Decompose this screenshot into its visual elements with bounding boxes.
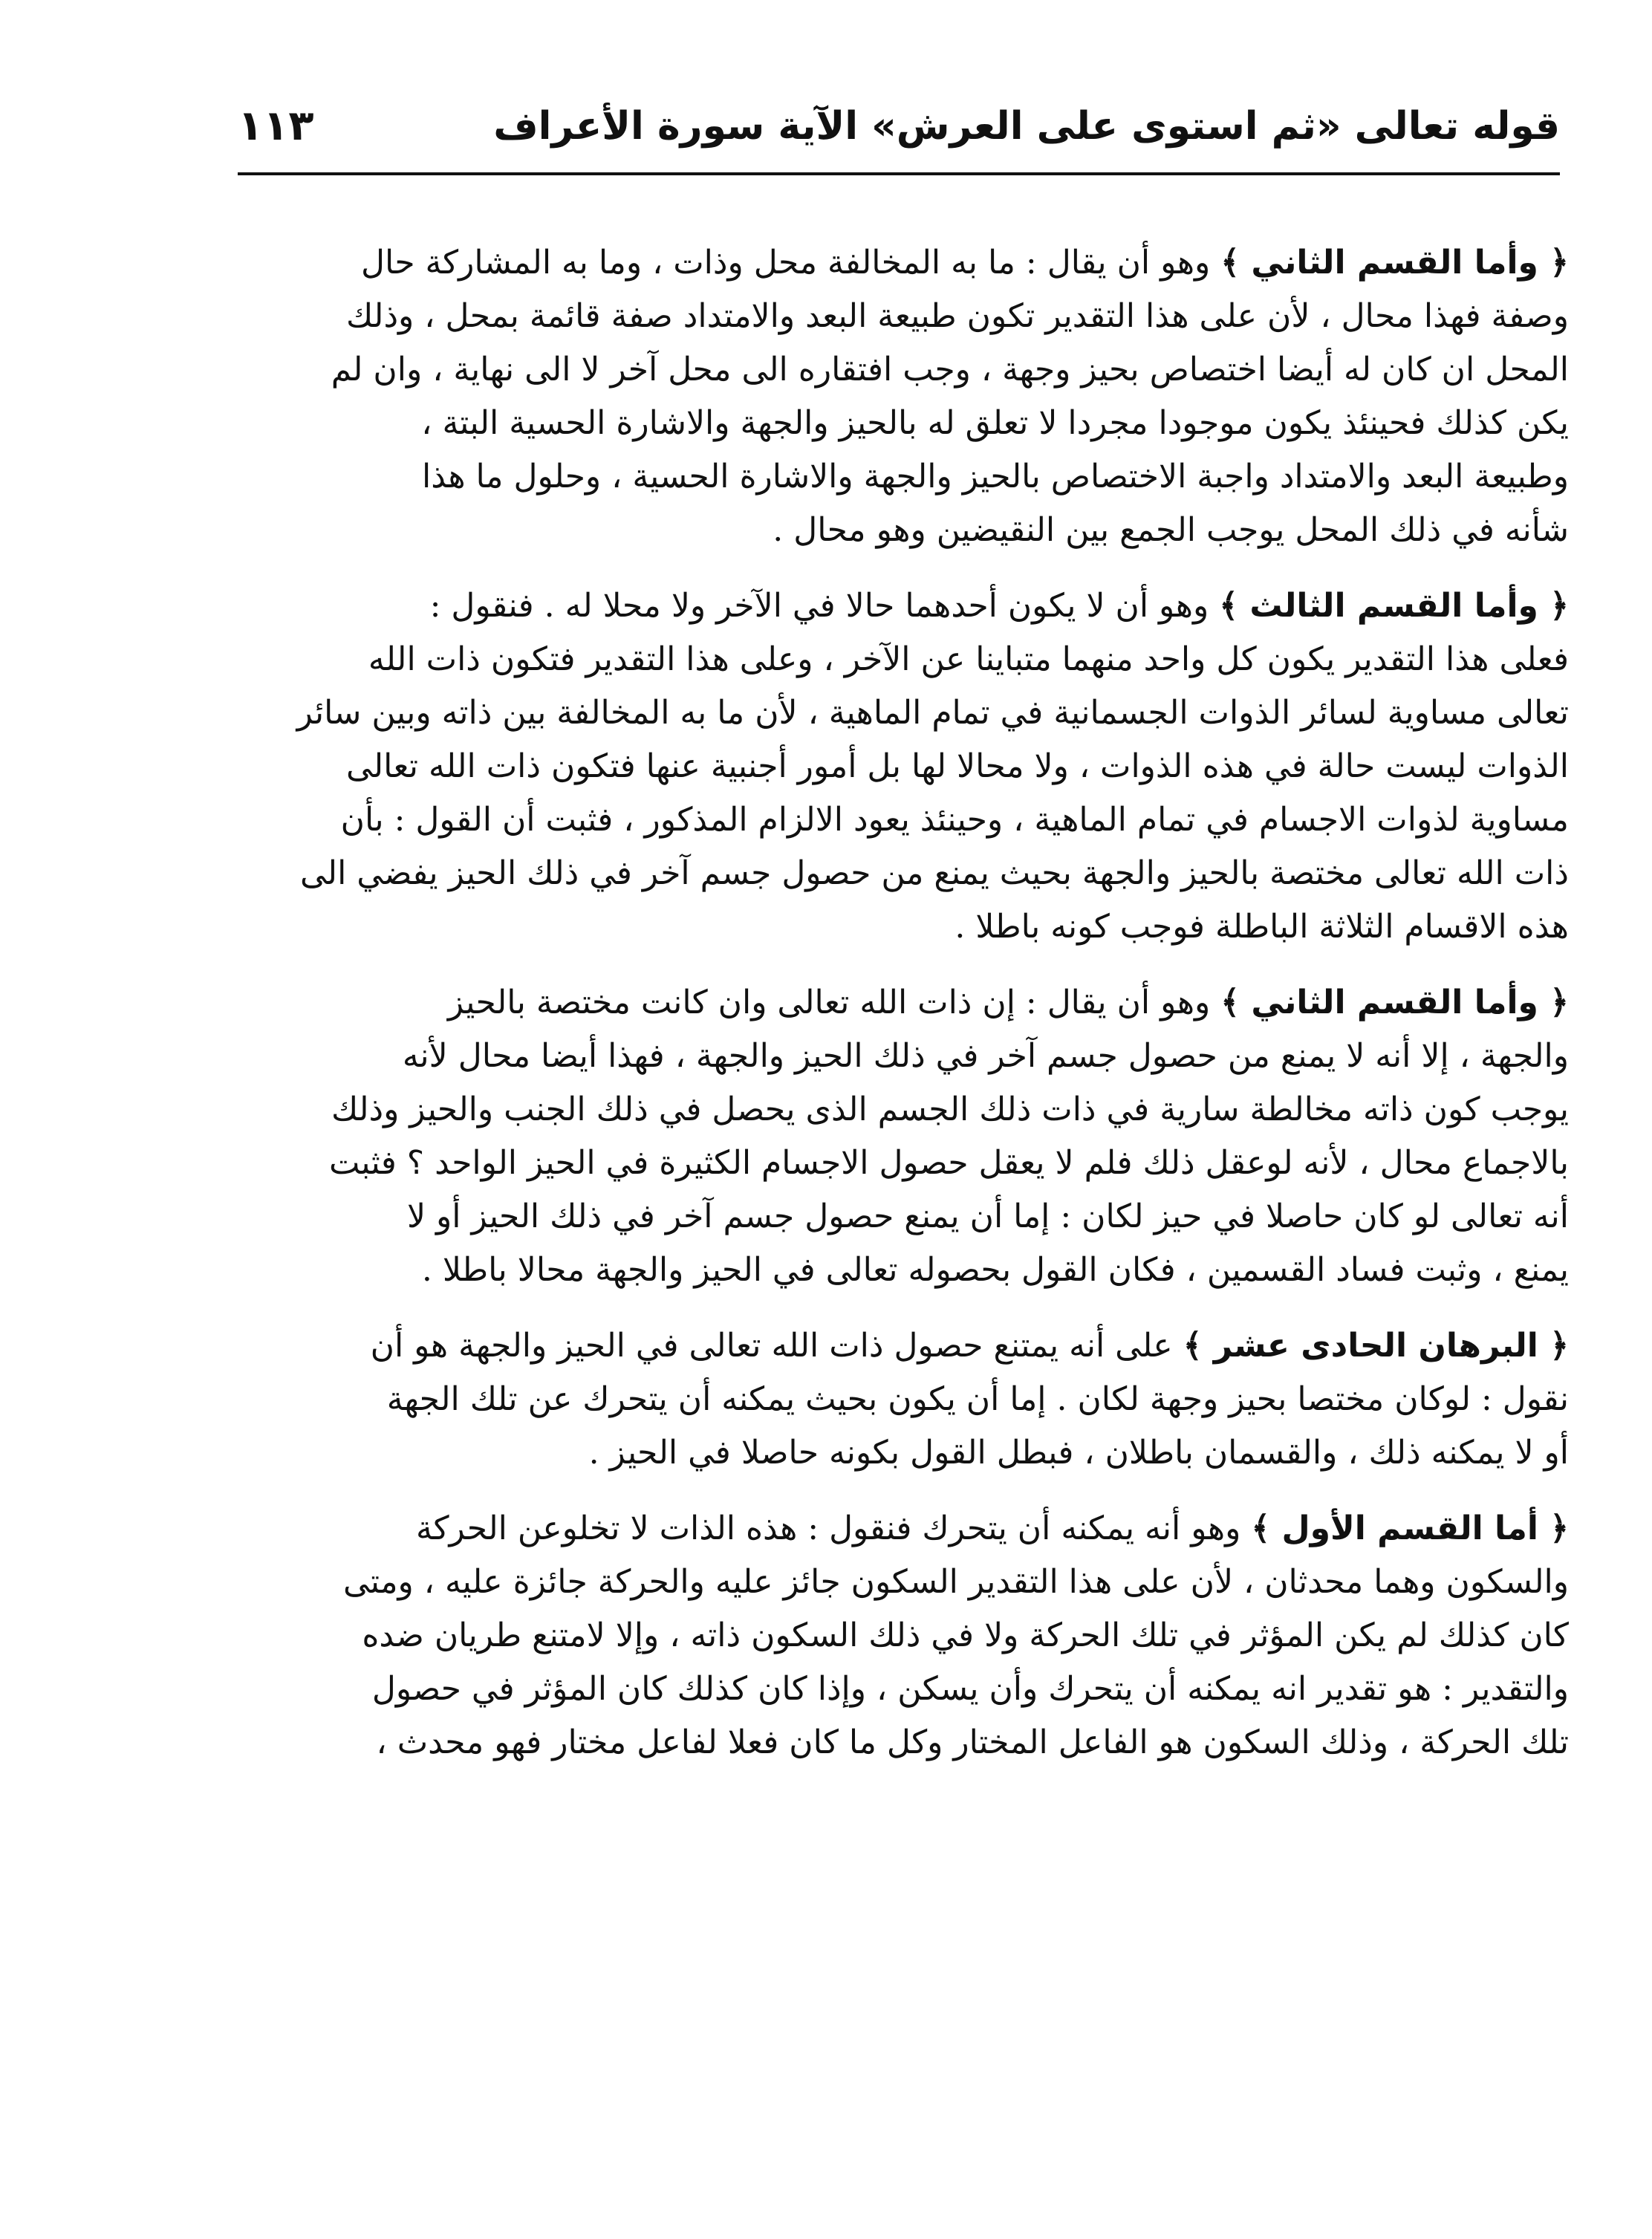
section-heading: ﴿ وأما القسم الثاني ﴾: [1220, 984, 1569, 1021]
paragraph-line: شأنه في ذلك المحل يوجب الجمع بين النقيضين وهو محال .: [773, 511, 1569, 549]
section-heading: ﴿ وأما القسم الثاني ﴾: [1220, 244, 1569, 282]
paragraph-line: مساوية لذوات الاجسام في تمام الماهية ، وحينئذ يعود الالزام المذكور ، فثبت أن القول : بأن: [340, 801, 1569, 839]
header-rule: [238, 172, 1560, 175]
section-heading: ﴿ أما القسم الأول ﴾: [1251, 1510, 1569, 1547]
section-heading: ﴿ البرهان الحادى عشر ﴾: [1183, 1327, 1569, 1365]
paragraph-line: وطبيعة البعد والامتداد واجبة الاختصاص بالحيز والجهة والاشارة الحسية ، وحلول ما هذا: [422, 458, 1569, 495]
paragraph-line: أنه تعالى لو كان حاصلا في حيز لكان : إما أن يمنع حصول جسم آخر في ذلك الحيز أو لا: [406, 1198, 1569, 1235]
page-header: [238, 89, 1560, 171]
paragraph-line: الذوات ليست حالة في هذه الذوات ، ولا محالا لها بل أمور أجنبية عنها فتكون ذات الله تعالى: [346, 747, 1569, 785]
paragraph-line: هذه الاقسام الثلاثة الباطلة فوجب كونه باطلا .: [955, 908, 1569, 946]
paragraph-line: [214, 1319, 1569, 1373]
paragraph-line: والجهة ، إلا أنه لا يمنع من حصول جسم آخر في ذلك الحيز والجهة ، فهذا أيضا محال لأنه: [402, 1037, 1569, 1075]
paragraph-3: [214, 976, 1569, 1297]
paragraph-line: تلك الحركة ، وذلك السكون هو الفاعل المختار وكل ما كان فعلا لفاعل مختار فهو محدث ،: [376, 1723, 1569, 1761]
paragraph-line: يوجب كون ذاته مخالطة سارية في ذات ذلك الجسم الذى يحصل في ذلك الجنب والحيز وذلك: [331, 1091, 1569, 1128]
paragraph-5: [214, 1502, 1569, 1770]
paragraph-line: نقول : لوكان مختصا بحيز وجهة لكان . إما أن يكون بحيث يمكنه أن يتحرك عن تلك الجهة: [386, 1380, 1569, 1418]
paragraph-line: أو لا يمكنه ذلك ، والقسمان باطلان ، فبطل القول بكونه حاصلا في الحيز .: [588, 1434, 1569, 1472]
paragraph-line: يمنع ، وثبت فساد القسمين ، فكان القول بحصوله تعالى في الحيز والجهة محالا باطلا .: [421, 1251, 1569, 1289]
running-title: قوله تعالى «ثم استوى على العرش» الآية سورة الأعراف: [493, 104, 1560, 149]
section-heading: ﴿ وأما القسم الثالث ﴾: [1219, 587, 1569, 625]
page-number: ١١٣: [238, 102, 314, 150]
paragraph-1: [214, 236, 1569, 557]
paragraph-line: كان كذلك لم يكن المؤثر في تلك الحركة ولا في ذلك السكون ذاته ، وإلا لامتنع طريان ضده: [362, 1616, 1569, 1654]
paragraph-line: [214, 579, 1569, 633]
paragraph-2: [214, 579, 1569, 954]
paragraph-line: المحل ان كان له أيضا اختصاص بحيز وجهة ، وجب افتقاره الى محل آخر لا الى نهاية ، وان لم: [331, 351, 1569, 389]
paragraph-line: والسكون وهما محدثان ، لأن على هذا التقدير السكون جائز عليه والحركة جائزة عليه ، ومتى: [343, 1563, 1569, 1601]
line-text: وهو أن يقال : ما به المخالفة محل وذات ، وما به المشاركة حال: [360, 244, 1211, 282]
line-text: وهو أن لا يكون أحدهما حالا في الآخر ولا محلا له . فنقول :: [429, 587, 1209, 625]
line-text: وهو أن يقال : إن ذات الله تعالى وان كانت مختصة بالحيز: [447, 984, 1211, 1021]
paragraph-line: يكن كذلك فحينئذ يكون موجودا مجردا لا تعلق له بالحيز والجهة والاشارة الحسية البتة ،: [421, 404, 1569, 442]
paragraph-4: [214, 1319, 1569, 1480]
line-text: وهو أنه يمكنه أن يتحرك فنقول : هذه الذات لا تخلوعن الحركة: [415, 1510, 1241, 1547]
paragraph-line: فعلى هذا التقدير يكون كل واحد منهما متباينا عن الآخر ، وعلى هذا التقدير فتكون ذات الله: [368, 640, 1569, 678]
paragraph-line: تعالى مساوية لسائر الذوات الجسمانية في تمام الماهية ، لأن ما به المخالفة بين ذاته وبين سائر: [296, 694, 1569, 732]
paragraph-line: بالاجماع محال ، لأنه لوعقل ذلك فلم لا يعقل حصول الاجسام الكثيرة في الحيز الواحد ؟ فثبت: [329, 1144, 1569, 1182]
paragraph-line: [214, 236, 1569, 290]
paragraph-line: والتقدير : هو تقدير انه يمكنه أن يتحرك وأن يسكن ، وإذا كان كذلك كان المؤثر في حصول: [371, 1670, 1569, 1708]
body-text: [214, 236, 1569, 2197]
line-text: على أنه يمتنع حصول ذات الله تعالى في الحيز والجهة هو أن: [370, 1327, 1173, 1365]
paragraph-line: [214, 976, 1569, 1030]
paragraph-line: وصفة فهذا محال ، لأن على هذا التقدير تكون طبيعة البعد والامتداد صفة قائمة بمحل ، وذلك: [345, 297, 1569, 335]
paragraph-line: ذات الله تعالى مختصة بالحيز والجهة بحيث يمنع من حصول جسم آخر في ذلك الحيز يفضي الى: [299, 854, 1569, 892]
paragraph-line: [214, 1502, 1569, 1556]
